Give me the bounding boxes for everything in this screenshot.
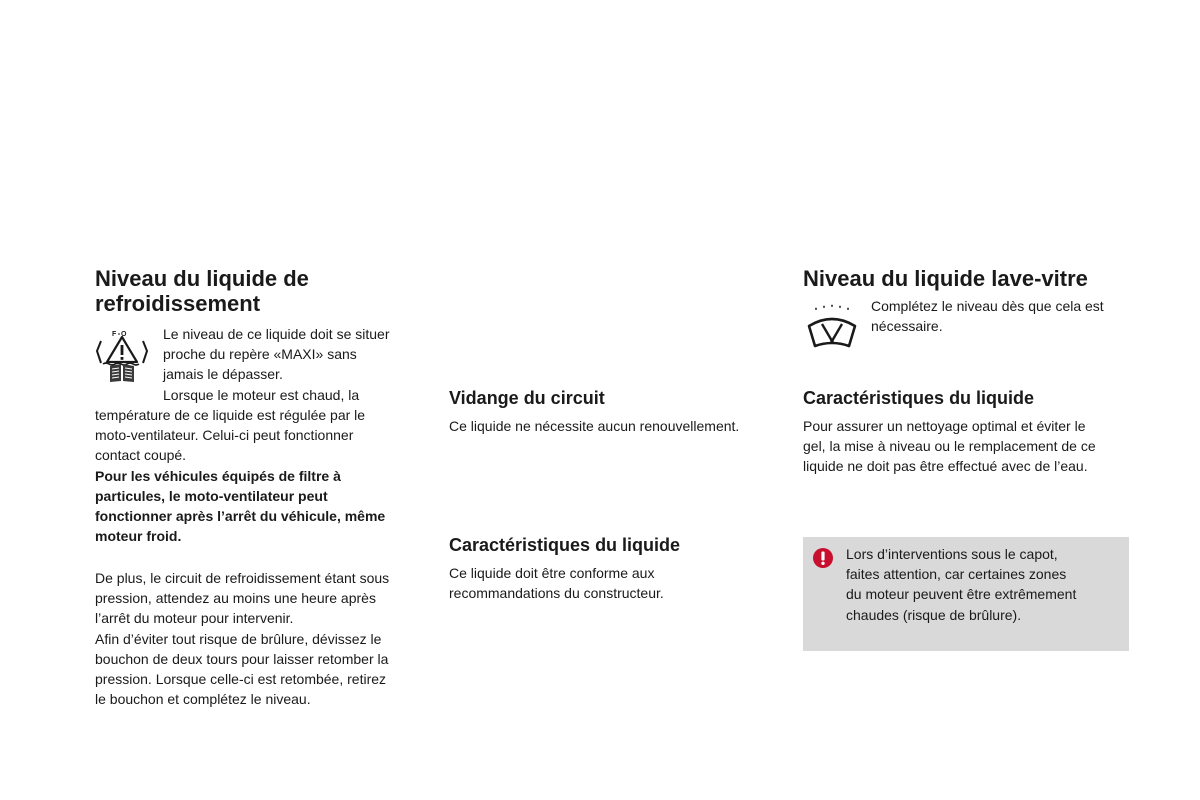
- coolant-heading: [95, 266, 425, 316]
- text-line: Le niveau de ce liquide doit se situer: [163, 326, 390, 342]
- exclamation-warning-icon: [813, 548, 833, 568]
- washer-spec-heading: Caractéristiques du liquide: [803, 388, 1035, 408]
- text-line: bouchon de deux tours pour laisser retomber la: [95, 650, 389, 667]
- text-line: pression. Lorsque celle-ci est retombée, retirez: [95, 671, 387, 688]
- coolant-section: [95, 266, 425, 316]
- coolant-spec-heading: Caractéristiques du liquide: [449, 535, 681, 555]
- text-line: faites attention, car certaines zones: [846, 566, 1067, 583]
- text-line: le bouchon et complétez le niveau.: [95, 691, 311, 708]
- text-line: chaudes (risque de brûlure).: [846, 606, 1022, 623]
- coolant-pressure: [95, 568, 430, 709]
- text-line: pression, attendez au moins une heure après: [95, 590, 376, 607]
- coolant-body: [95, 405, 430, 546]
- coolant-intro: [163, 324, 428, 405]
- warning-text: [846, 544, 1121, 625]
- text-line: moto-ventilateur. Celui-ci peut fonctionner: [95, 427, 354, 444]
- text-line: jamais le dépasser.: [163, 366, 283, 383]
- text-line: liquide ne doit pas être effectué avec de l’eau.: [803, 458, 1088, 475]
- svg-text:O: O: [121, 331, 127, 338]
- drain-heading: Vidange du circuit: [449, 388, 605, 408]
- coolant-spec-section: [449, 534, 779, 603]
- text-line-bold: fonctionner après l’arrêt du véhicule, même: [95, 508, 386, 525]
- washer-fluid-icon: [805, 304, 859, 352]
- text-line: recommandations du constructeur.: [449, 585, 664, 602]
- text-line: température de ce liquide est régulée par le: [95, 407, 366, 423]
- coolant-heading-line1: Niveau du liquide de: [95, 266, 309, 291]
- warning-box: [803, 537, 1129, 651]
- text-line: du moteur peuvent être extrêmement: [846, 586, 1077, 603]
- drain-text: Ce liquide ne nécessite aucun renouvellement.: [449, 418, 740, 434]
- text-line-bold: particules, le moto-ventilateur peut: [95, 487, 328, 504]
- text-line: nécessaire.: [871, 318, 943, 335]
- text-line: l’arrêt du moteur pour intervenir.: [95, 610, 294, 627]
- text-line: contact coupé.: [95, 447, 187, 464]
- washer-section: [803, 266, 1143, 291]
- text-line: De plus, le circuit de refroidissement étant sous: [95, 570, 390, 586]
- text-line: Ce liquide doit être conforme aux: [449, 565, 655, 581]
- text-line: gel, la mise à niveau ou le remplacement de ce: [803, 438, 1096, 455]
- text-line-bold: moteur froid.: [95, 528, 182, 545]
- svg-text:F: F: [112, 331, 117, 338]
- text-line-bold: Pour les véhicules équipés de filtre à: [95, 467, 341, 484]
- text-line: proche du repère «MAXI» sans: [163, 346, 357, 363]
- drain-section: [449, 387, 779, 436]
- coolant-heading-line2: refroidissement: [95, 291, 261, 316]
- washer-heading: Niveau du liquide lave-vitre: [803, 266, 1088, 291]
- text-line: Complétez le niveau dès que cela est: [871, 298, 1104, 314]
- manual-book-icon: [108, 362, 136, 384]
- text-line: Afin d’éviter tout risque de brûlure, dévissez le: [95, 630, 382, 647]
- text-line: Pour assurer un nettoyage optimal et éviter le: [803, 418, 1086, 434]
- washer-intro: [871, 296, 1141, 336]
- text-line: Lorsque le moteur est chaud, la: [163, 386, 360, 403]
- washer-spec-section: [803, 387, 1143, 477]
- text-line: Lors d’interventions sous le capot,: [846, 546, 1058, 562]
